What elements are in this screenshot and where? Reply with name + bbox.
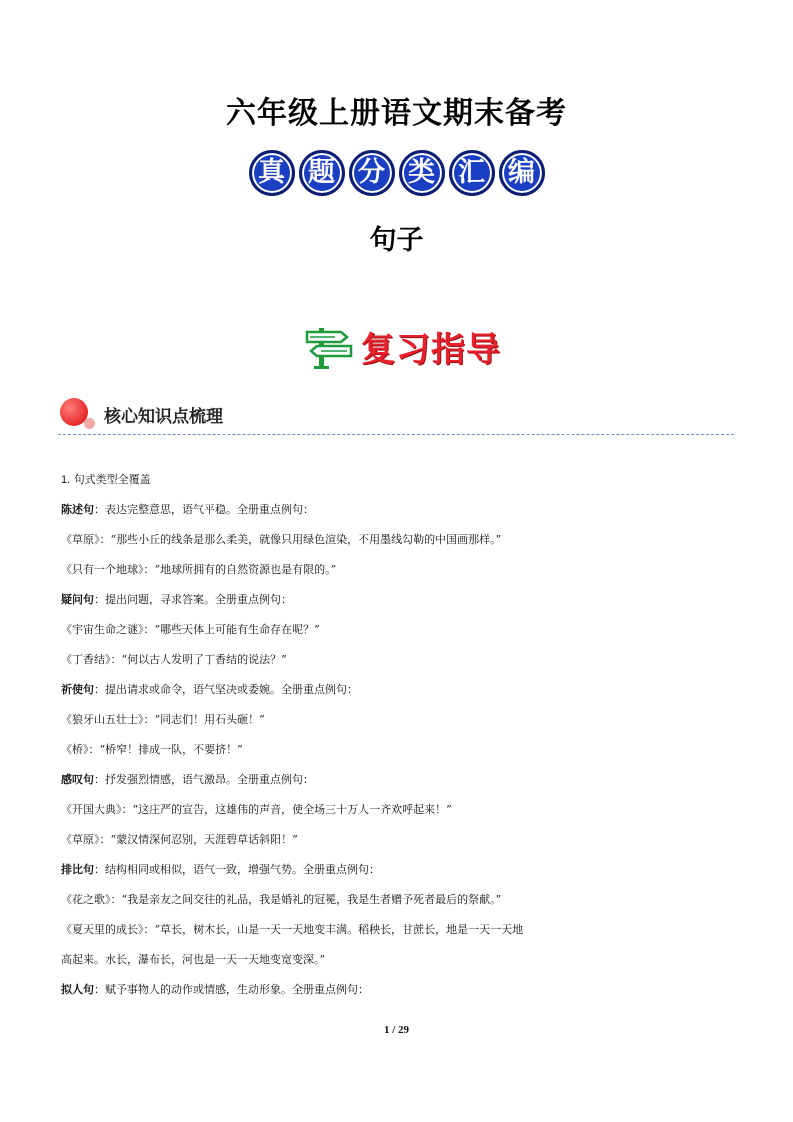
example-sentence: 《草原》：“蒙汉情深何忍别，天涯碧草话斜阳！” — [61, 833, 298, 846]
sentence-type-definition — [61, 675, 751, 705]
section-header — [58, 394, 734, 435]
definition-text: ：提出请求或命令，语气坚决或委婉。全册重点例句： — [94, 683, 358, 696]
list-heading-text: 句式类型全覆盖 — [73, 473, 151, 486]
badge-character: 编 — [499, 150, 545, 196]
sentence-type-label: 陈述句 — [61, 503, 94, 516]
bullet-dot-small-icon — [84, 418, 95, 429]
badge-character: 题 — [299, 150, 345, 196]
example-sentence: 《只有一个地球》：“地球所拥有的自然资源也是有限的。” — [61, 563, 337, 576]
example-sentence: 《开国大典》：“这庄严的宣告，这雄伟的声音，使全场三十万人一齐欢呼起来！” — [61, 803, 452, 816]
badge-character: 真 — [249, 150, 295, 196]
list-heading — [61, 465, 751, 495]
sentence-type-label: 疑问句 — [61, 593, 94, 606]
definition-text: ：赋予事物人的动作或情感，生动形象。全册重点例句： — [94, 983, 369, 996]
sentence-type-definition — [61, 975, 751, 1005]
example-sentence: 《丁香结》：“何以古人发明了丁香结的说法？” — [61, 653, 287, 666]
example-sentence: 《狼牙山五壮士》：“同志们！用石头砸！” — [61, 713, 265, 726]
definition-text: ：结构相同或相似，语气一致，增强气势。全册重点例句： — [94, 863, 380, 876]
badge-character: 分 — [349, 150, 395, 196]
sentence-type-label: 感叹句 — [61, 773, 94, 786]
example-sentence: 《宇宙生命之谜》：“哪些天体上可能有生命存在呢？” — [61, 623, 320, 636]
signpost-icon — [305, 324, 355, 370]
document-body — [61, 465, 751, 1005]
document-subtitle: 句子 — [369, 225, 424, 256]
badge-row — [0, 150, 793, 196]
sentence-type-definition — [61, 765, 751, 795]
page-number: 1 / 29 — [383, 1024, 410, 1036]
definition-text: ：提出问题，寻求答案。全册重点例句： — [94, 593, 292, 606]
sentence-type-label: 排比句 — [61, 863, 94, 876]
definition-text: ：表达完整意思，语气平稳。全册重点例句： — [94, 503, 314, 516]
review-guide-label: 复习指导 — [361, 330, 501, 370]
sentence-type-definition — [61, 585, 751, 615]
document-title: 六年级上册语文期末备考 — [226, 96, 567, 131]
sentence-type-definition — [61, 855, 751, 885]
sentence-type-label: 拟人句 — [61, 983, 94, 996]
sentence-type-definition — [61, 495, 751, 525]
definition-text: ：抒发强烈情感，语气激昂。全册重点例句： — [94, 773, 314, 786]
example-sentence: 《夏天里的成长》：“草长，树木长，山是一天一天地变丰满。稻秧长，甘蔗长，地是一天一天地 — [61, 923, 524, 936]
example-sentence: 《桥》：“桥窄！排成一队，不要挤！” — [61, 743, 243, 756]
badge-character: 类 — [399, 150, 445, 196]
example-sentence: 《草原》：“那些小丘的线条是那么柔美，就像只用绿色渲染，不用墨线勾勒的中国画那样。” — [61, 533, 502, 546]
sentence-type-label: 祈使句 — [61, 683, 94, 696]
example-sentence: 《花之歌》：“我是亲友之间交往的礼品，我是婚礼的冠冕，我是生者赠予死者最后的祭献。” — [61, 893, 502, 906]
badge-character: 汇 — [449, 150, 495, 196]
section-title: 核心知识点梳理 — [104, 407, 223, 427]
example-sentence-continued: 高起来。水长，瀑布长，河也是一天一天地变宽变深。” — [61, 953, 326, 966]
review-guide-banner — [305, 322, 501, 371]
list-number: 1. — [61, 474, 71, 486]
